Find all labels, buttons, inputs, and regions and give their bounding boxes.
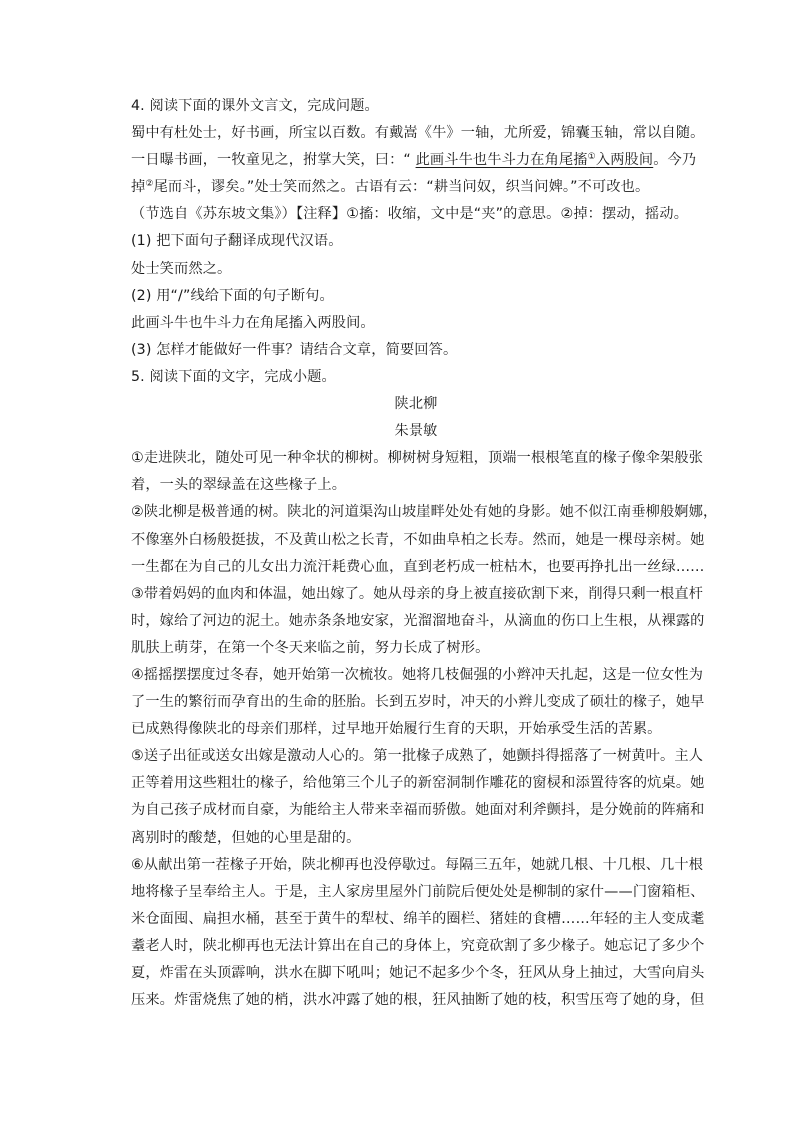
article-line: 离别时的酸楚，但她的心里是甜的。: [131, 829, 361, 846]
q4-passage-line-3: [131, 174, 701, 201]
article-line: 肌肤上萌芽，在第一个冬天来临之前，努力长成了树形。: [131, 639, 490, 656]
q4-underlined-part-2: 入两股间: [595, 152, 654, 169]
q4-passage-line-2: [131, 147, 701, 174]
article-title: 陕北柳: [394, 396, 438, 413]
q4-passage-line-3-post: 尾而斗，谬矣。”处士笑而然之。古语有云：“耕当问奴，织当问婢。”不可改也。: [153, 179, 650, 196]
note-2-marker: ②: [145, 179, 154, 190]
article-line: 米仓面囤、扁担水桶，甚至于黄牛的犁杖、绵羊的圈栏、猪娃的食槽……年轻的主人变成耄: [131, 910, 705, 927]
q4-passage-line-1: 蜀中有杜处士，好书画，所宝以百数。有戴嵩《牛》一轴，尤所爱，锦囊玉轴，常以自随。: [131, 125, 705, 142]
article-line: 地将椽子呈奉给主人。于是，主人家房里屋外门前院后便处处是柳制的家什——门窗箱柜、: [131, 883, 705, 900]
article-line: ①走进陕北，随处可见一种伞状的柳树。柳树树身短粗，顶端一根根笔直的椽子像伞架般张: [131, 450, 704, 467]
q4-sub1-question: (1) 把下面句子翻译成现代汉语。: [131, 233, 343, 250]
article-author: 朱景敏: [394, 423, 438, 440]
q4-sub1-text: 处士笑而然之。: [131, 260, 232, 277]
q4-sub2-text: 此画斗牛也牛斗力在角尾搐入两股间。: [131, 314, 375, 331]
page-content: [131, 93, 718, 1014]
q4-sub3-question: (3) 怎样才能做好一件事？请结合文章，简要回答。: [131, 341, 458, 358]
article-line: 一生都在为自己的儿女出力流汗耗费心血，直到老朽成一桩枯木，也要再挣扎出一丝绿……: [131, 558, 705, 575]
article-line: 着，一头的翠绿盖在这些椽子上。: [131, 477, 347, 494]
article-line: 压来。炸雷烧焦了她的梢，洪水冲露了她的根，狂风抽断了她的枝，积雪压弯了她的身，但: [131, 992, 705, 1009]
q4-passage-line-3-pre: 掉: [131, 179, 146, 196]
q4-passage-line-2-pre: 一日曝书画，一牧童见之，拊掌大笑，曰：“: [131, 152, 416, 169]
article-line: 正等着用这些粗壮的椽子，给他第三个儿子的新窑洞制作雕花的窗棂和添置待客的炕桌。她: [131, 775, 705, 792]
q5-heading: 5. 阅读下面的文字，完成小题。: [131, 368, 336, 385]
q4-underlined-sentence: [416, 152, 654, 168]
note-1-marker: ①: [587, 152, 596, 163]
q4-source-and-notes: （节选自《苏东坡文集》）【注释】①搐：收缩，文中是“夹”的意思。②掉：摆动，摇动。: [131, 206, 689, 223]
q4-heading: 4. 阅读下面的课外文言文，完成问题。: [131, 98, 379, 114]
article-line: ⑥从献出第一茬椽子开始，陕北柳再也没停歇过。每隔三五年，她就几根、十几根、几十根: [131, 856, 704, 873]
article-line: 不像塞外白杨般挺拔，不及黄山松之长青，不如曲阜柏之长寿。然而，她是一棵母亲树。她: [131, 531, 705, 548]
q4-passage-line-2-post: 。今乃: [653, 152, 697, 169]
article-line: 已成熟得像陕北的母亲们那样，过早地开始履行生育的天职，开始承受生活的苦累。: [131, 721, 662, 738]
article-line: 夏，炸雷在头顶霹响，洪水在脚下吼叫；她记不起多少个冬，狂风从身上抽过，大雪向肩头: [131, 965, 705, 981]
article-line: 了一生的繁衍而孕育出的生命的胚胎。长到五岁时，冲天的小辫儿变成了硕壮的椽子，她早: [131, 694, 705, 711]
article-line: 为自己孩子成材而自豪，为能给主人带来幸福而骄傲。她面对利斧颤抖，是分娩前的阵痛和: [131, 802, 705, 819]
article-line: 时，嫁给了河边的泥土。她赤条条地安家，光溜溜地奋斗，从滴血的伤口上生根，从裸露的: [131, 612, 705, 629]
article-line: ③带着妈妈的血肉和体温，她出嫁了。她从母亲的身上被直接砍割下来，削得只剩一根直杆: [131, 585, 704, 602]
article-line: 耋老人时，陕北柳再也无法计算出在自己的身体上，究竟砍割了多少椽子。她忘记了多少个: [131, 937, 705, 954]
article-line: ④摇摇摆摆度过冬春，她开始第一次梳妆。她将几枝倔强的小辫冲天扎起，这是一位女性为: [131, 666, 704, 683]
article-line: ⑤送子出征或送女出嫁是激动人心的。第一批椽子成熟了，她颤抖得摇落了一树黄叶。主人: [131, 748, 704, 765]
q4-sub2-question: (2) 用“/”线给下面的句子断句。: [131, 287, 334, 304]
article-line: ②陕北柳是极普通的树。陕北的河道渠沟山坡崖畔处处有她的身影。她不似江南垂柳般婀娜，: [131, 504, 718, 521]
q4-underlined-part-1: 此画斗牛也牛斗力在角尾搐: [415, 152, 588, 169]
